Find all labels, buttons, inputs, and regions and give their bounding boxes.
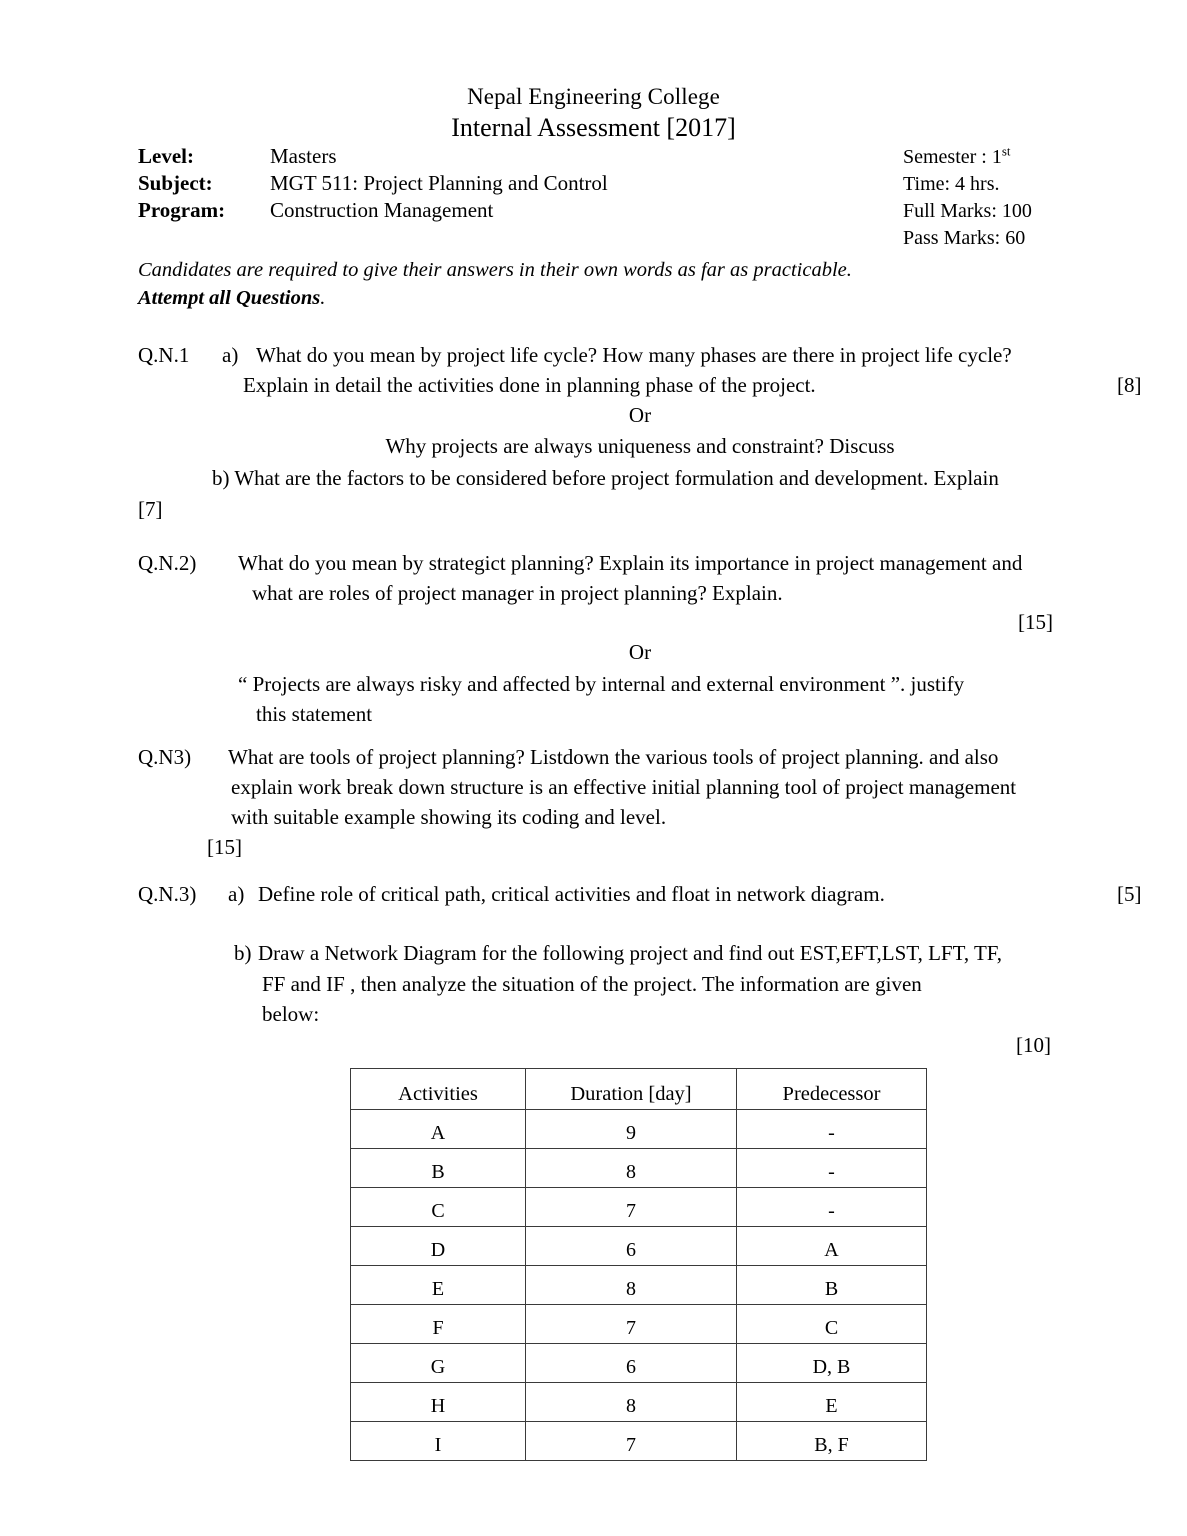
- table-row: [351, 1227, 927, 1266]
- program-value: Construction Management: [270, 198, 494, 222]
- cell-duration: 9: [526, 1110, 737, 1149]
- semester-info: [903, 144, 1183, 171]
- cell-activity: H: [351, 1383, 526, 1422]
- semester-text: Semester : 1: [903, 146, 1002, 168]
- cell-predecessor: -: [737, 1110, 927, 1149]
- cell-activity: D: [351, 1227, 526, 1266]
- meta-row-level: [138, 144, 898, 171]
- activity-duration-predecessor-table: [350, 1068, 927, 1461]
- table-row: [351, 1110, 927, 1149]
- activity-table-body: [351, 1069, 927, 1461]
- cell-duration: 7: [526, 1188, 737, 1227]
- question-3b-a-marks: [5]: [1117, 882, 1142, 906]
- question-2-line2: what are roles of project manager in project planning? Explain.: [252, 581, 783, 605]
- instructions-block: [138, 256, 1138, 312]
- cell-predecessor: -: [737, 1188, 927, 1227]
- cell-predecessor: D, B: [737, 1344, 927, 1383]
- question-3b-b-line3: below:: [262, 1002, 320, 1026]
- cell-predecessor: E: [737, 1383, 927, 1422]
- question-3b-a-text: Define role of critical path, critical activities and float in network diagram.: [258, 882, 885, 906]
- time-info: Time: 4 hrs.: [903, 173, 1000, 195]
- attempt-all-period: .: [320, 287, 326, 309]
- cell-duration: 6: [526, 1344, 737, 1383]
- cell-predecessor: A: [737, 1227, 927, 1266]
- question-2-label: Q.N.2): [138, 551, 197, 575]
- assessment-title: Internal Assessment [2017]: [451, 113, 736, 142]
- question-2-marks: [15]: [1018, 610, 1053, 634]
- question-1a-marker: a): [222, 343, 239, 367]
- table-row: [351, 1422, 927, 1461]
- exam-meta-right: [903, 144, 1183, 252]
- question-1-label: Q.N.1: [138, 343, 190, 367]
- full-marks-info: Full Marks: 100: [903, 200, 1032, 222]
- question-1-or-text: Why projects are always uniqueness and constraint? Discuss: [385, 434, 895, 458]
- question-1a-marks: [8]: [1117, 373, 1142, 397]
- question-2-line1: What do you mean by strategict planning? Explain its importance in project management and: [238, 551, 1023, 575]
- program-label: Program:: [138, 198, 226, 222]
- question-3b-b-line1: Draw a Network Diagram for the following project and find out EST,EFT,LST, LFT, TF,: [258, 941, 1003, 965]
- question-1a-line1: What do you mean by project life cycle? How many phases are there in project life cycle?: [256, 343, 1012, 367]
- column-header-activities: Activities: [351, 1069, 526, 1110]
- table-row: [351, 1383, 927, 1422]
- pass-marks-info: Pass Marks: 60: [903, 227, 1026, 249]
- cell-duration: 8: [526, 1383, 737, 1422]
- cell-activity: E: [351, 1266, 526, 1305]
- question-3b-a-marker: a): [228, 882, 245, 906]
- meta-row-program: [138, 198, 898, 225]
- table-row: [351, 1266, 927, 1305]
- cell-duration: 8: [526, 1266, 737, 1305]
- cell-activity: A: [351, 1110, 526, 1149]
- cell-predecessor: B: [737, 1266, 927, 1305]
- instruction-line-attempt-all: [138, 284, 1138, 312]
- question-1-or-separator: Or: [628, 403, 652, 427]
- cell-duration: 7: [526, 1305, 737, 1344]
- level-label: Level:: [138, 144, 194, 168]
- question-2-or-line2: this statement: [256, 702, 373, 726]
- cell-predecessor: C: [737, 1305, 927, 1344]
- question-3-label: Q.N3): [138, 745, 192, 769]
- cell-duration: 8: [526, 1149, 737, 1188]
- table-row: [351, 1188, 927, 1227]
- cell-duration: 6: [526, 1227, 737, 1266]
- meta-row-subject: [138, 171, 898, 198]
- cell-activity: I: [351, 1422, 526, 1461]
- question-3b-b-line2: FF and IF , then analyze the situation of the project. The information are given: [262, 972, 922, 996]
- question-3-line1: What are tools of project planning? Listdown the various tools of project planning. and also: [228, 745, 999, 769]
- document-header: [0, 82, 1187, 144]
- table-row: [351, 1149, 927, 1188]
- question-3b-b-marker: b): [234, 941, 252, 965]
- column-header-predecessor: Predecessor: [737, 1069, 927, 1110]
- activity-table-container: [350, 1068, 926, 1461]
- semester-ordinal-suffix: st: [1001, 143, 1011, 159]
- question-2-or-line1: “ Projects are always risky and affected by internal and external environment ”. justify: [238, 672, 965, 696]
- instruction-line-candidates: Candidates are required to give their answers in their own words as far as practicable.: [138, 259, 852, 281]
- exam-meta-left: [138, 144, 898, 225]
- question-3b-label: Q.N.3): [138, 882, 197, 906]
- subject-value: MGT 511: Project Planning and Control: [270, 171, 608, 195]
- cell-duration: 7: [526, 1422, 737, 1461]
- institution-name: Nepal Engineering College: [467, 84, 720, 109]
- table-row: [351, 1344, 927, 1383]
- question-3-line3: with suitable example showing its coding and level.: [231, 805, 667, 829]
- activity-table-header-row: [351, 1069, 927, 1110]
- cell-activity: G: [351, 1344, 526, 1383]
- cell-predecessor: -: [737, 1149, 927, 1188]
- level-value: Masters: [270, 144, 337, 168]
- subject-label: Subject:: [138, 171, 213, 195]
- question-1b-marks: [7]: [138, 497, 163, 521]
- cell-activity: C: [351, 1188, 526, 1227]
- question-3-marks: [15]: [207, 835, 242, 859]
- question-3b-b-marks: [10]: [1016, 1033, 1051, 1057]
- question-1b-text: b) What are the factors to be considered before project formulation and development. Explain: [212, 466, 999, 490]
- column-header-duration: Duration [day]: [526, 1069, 737, 1110]
- cell-activity: F: [351, 1305, 526, 1344]
- question-2-or-separator: Or: [628, 640, 652, 664]
- attempt-all-text: Attempt all Questions: [138, 287, 321, 309]
- question-3-line2: explain work break down structure is an effective initial planning tool of project management: [231, 775, 1017, 799]
- question-1a-line2: Explain in detail the activities done in planning phase of the project.: [243, 373, 816, 397]
- cell-activity: B: [351, 1149, 526, 1188]
- table-row: [351, 1305, 927, 1344]
- cell-predecessor: B, F: [737, 1422, 927, 1461]
